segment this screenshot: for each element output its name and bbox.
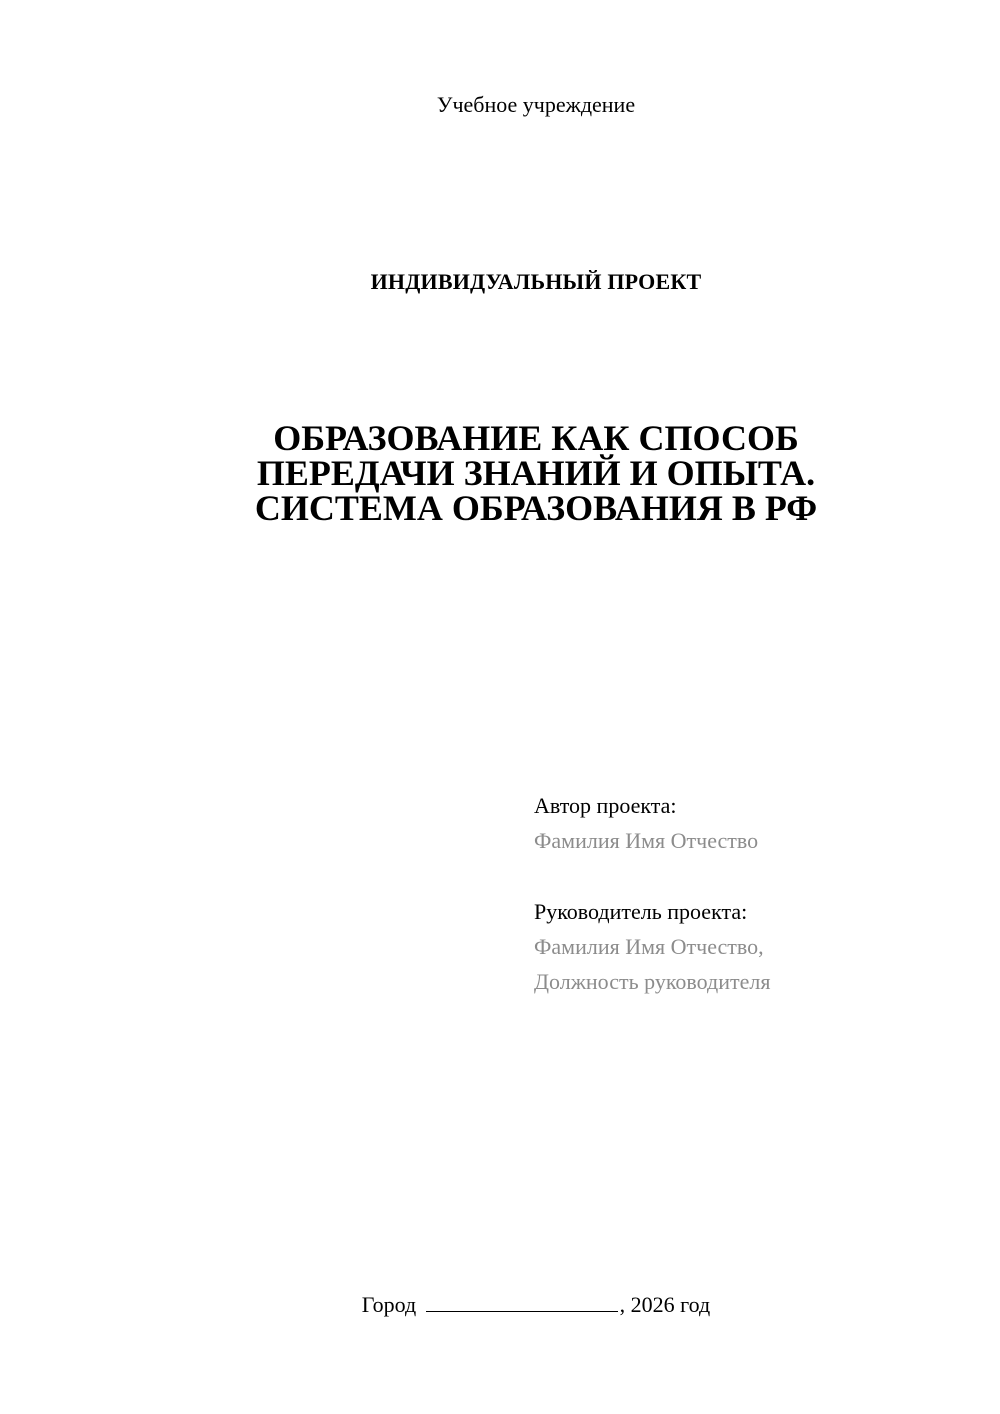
author-name: Фамилия Имя Отчество [534,828,759,853]
project-title-line-2: ПЕРЕДАЧИ ЗНАНИЙ И ОПЫТА. [256,453,816,493]
project-title [0,418,1000,528]
author-label: Автор проекта: [534,793,677,818]
document-type: ИНДИВИДУАЛЬНЫЙ ПРОЕКТ [370,269,702,294]
city-blank-line [426,1291,618,1312]
supervisor-name: Фамилия Имя Отчество, [534,934,764,959]
project-title-line-1: ОБРАЗОВАНИЕ КАК СПОСОБ [273,418,799,458]
project-info-block [534,788,974,999]
city-label: Город [361,1292,417,1317]
supervisor-position: Должность руководителя [534,969,771,994]
author-block [534,788,974,858]
institution-name: Учебное учреждение [436,92,636,117]
project-title-line-3: СИСТЕМА ОБРАЗОВАНИЯ В РФ [254,488,818,528]
year-text: , 2026 год [619,1292,711,1317]
city-year-line [0,1289,1000,1321]
supervisor-block [534,894,974,999]
supervisor-label: Руководитель проекта: [534,899,748,924]
